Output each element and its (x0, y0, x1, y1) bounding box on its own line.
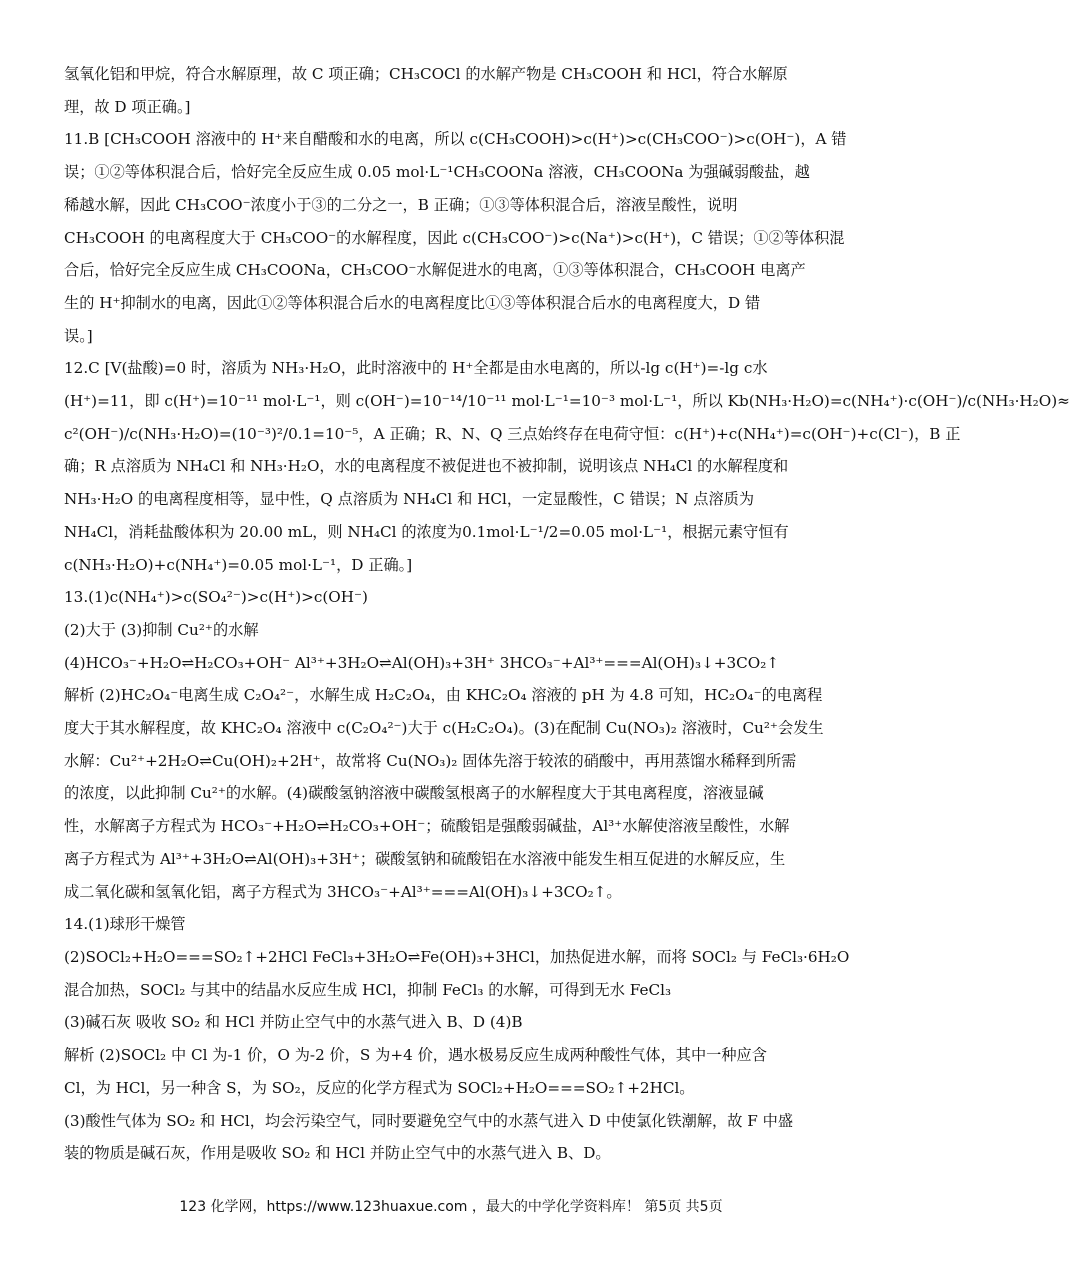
text-line: 度大于其水解程度，故 KHC₂O₄ 溶液中 c(C₂O₄²⁻)大于 c(H₂C₂O₄)。(3)在配制 Cu(NO₃)₂ 溶液时，Cu²⁺会发生 (64, 719, 824, 738)
text-line: 性，水解离子方程式为 HCO₃⁻+H₂O⇌H₂CO₃+OH⁻；硫酸铝是强酸弱碱盐，Al³⁺水解使溶液呈酸性，水解 (64, 817, 790, 836)
text-line: 11.B [CH₃COOH 溶液中的 H⁺来自醋酸和水的电离，所以 c(CH₃COOH)>c(H⁺)>c(CH₃COO⁻)>c(OH⁻)，A 错 (64, 130, 847, 149)
text-line: 误；①②等体积混合后，恰好完全反应生成 0.05 mol·L⁻¹CH₃COONa 溶液，CH₃COONa 为强碱弱酸盐，越 (64, 163, 810, 182)
text-line: 生的 H⁺抑制水的电离，因此①②等体积混合后水的电离程度比①③等体积混合后水的电离程度大，D 错 (64, 293, 761, 312)
page-footer: 123 化学网，https://www.123huaxue.com ，最大的中学化学资料库！ 第5页 共5页 (179, 1199, 723, 1215)
text-line: (4)HCO₃⁻+H₂O⇌H₂CO₃+OH⁻ Al³⁺+3H₂O⇌Al(OH)₃+3H⁺ 3HCO₃⁻+Al³⁺===Al(OH)₃↓+3CO₂↑ (64, 653, 780, 672)
text-line: 离子方程式为 Al³⁺+3H₂O⇌Al(OH)₃+3H⁺；碳酸氢钠和硫酸铝在水溶液中能发生相互促进的水解反应，生 (64, 849, 786, 868)
text-line: (3)碱石灰 吸收 SO₂ 和 HCl 并防止空气中的水蒸气进入 B、D (4)B (64, 1013, 523, 1032)
text-line: 的浓度，以此抑制 Cu²⁺的水解。(4)碳酸氢钠溶液中碳酸氢根离子的水解程度大于其电离程度，溶液显碱 (64, 784, 764, 803)
text-line: CH₃COOH 的电离程度大于 CH₃COO⁻的水解程度，因此 c(CH₃COO⁻)>c(Na⁺)>c(H⁺)，C 错误；①②等体积混 (64, 228, 845, 247)
text-line: (2)SOCl₂+H₂O===SO₂↑+2HCl FeCl₃+3H₂O⇌Fe(OH)₃+3HCl，加热促进水解，而将 SOCl₂ 与 FeCl₃·6H₂O (64, 947, 850, 966)
text-line: 成二氧化碳和氢氧化铝，离子方程式为 3HCO₃⁻+Al³⁺===Al(OH)₃↓+3CO₂↑。 (64, 882, 622, 901)
text-line: (2)大于 (3)抑制 Cu²⁺的水解 (64, 620, 259, 639)
text-line: (H⁺)=11，即 c(H⁺)=10⁻¹¹ mol·L⁻¹，则 c(OH⁻)=10⁻¹⁴/10⁻¹¹ mol·L⁻¹=10⁻³ mol·L⁻¹，所以 Kb(NH₃·H₂O)=c(NH₄⁺)·c(OH⁻)/c(NH₃·H₂O)≈ (64, 392, 1070, 411)
text-line: 理，故 D 项正确。] (64, 97, 191, 116)
text-line: (3)酸性气体为 SO₂ 和 HCl，均会污染空气，同时要避免空气中的水蒸气进入 D 中使氯化铁潮解，故 F 中盛 (64, 1111, 793, 1130)
text-line: 误。] (64, 326, 93, 345)
text-line: 稀越水解，因此 CH₃COO⁻浓度小于③的二分之一，B 正确；①③等体积混合后，溶液呈酸性，说明 (64, 195, 738, 214)
text-line: 13.(1)c(NH₄⁺)>c(SO₄²⁻)>c(H⁺)>c(OH⁻) (64, 588, 368, 607)
text-line: 混合加热，SOCl₂ 与其中的结晶水反应生成 HCl，抑制 FeCl₃ 的水解，可得到无水 FeCl₃ (64, 980, 672, 999)
text-line: NH₄Cl，消耗盐酸体积为 20.00 mL，则 NH₄Cl 的浓度为0.1mol·L⁻¹/2=0.05 mol·L⁻¹，根据元素守恒有 (64, 522, 789, 541)
text-line: 14.(1)球形干燥管 (64, 915, 186, 934)
text-line: 水解：Cu²⁺+2H₂O⇌Cu(OH)₂+2H⁺，故常将 Cu(NO₃)₂ 固体先溶于较浓的硝酸中，再用蒸馏水稀释到所需 (64, 751, 797, 770)
text-line: 氢氧化铝和甲烷，符合水解原理，故 C 项正确；CH₃COCl 的水解产物是 CH₃COOH 和 HCl，符合水解原 (64, 65, 788, 83)
text-line: c(NH₃·H₂O)+c(NH₄⁺)=0.05 mol·L⁻¹，D 正确。] (64, 555, 413, 574)
text-line: 解析 (2)SOCl₂ 中 Cl 为-1 价，O 为-2 价，S 为+4 价，遇水极易反应生成两种酸性气体，其中一种应含 (64, 1046, 767, 1065)
text-line: 12.C [V(盐酸)=0 时，溶质为 NH₃·H₂O，此时溶液中的 H⁺全都是由水电离的，所以-lg c(H⁺)=-lg c水 (64, 359, 768, 378)
text-line: 合后，恰好完全反应生成 CH₃COONa，CH₃COO⁻水解促进水的电离，①③等体积混合，CH₃COOH 电离产 (64, 261, 806, 280)
text-line: 确；R 点溶质为 NH₄Cl 和 NH₃·H₂O，水的电离程度不被促进也不被抑制，说明该点 NH₄Cl 的水解程度和 (64, 457, 789, 476)
text-line: c²(OH⁻)/c(NH₃·H₂O)=(10⁻³)²/0.1=10⁻⁵，A 正确；R、N、Q 三点始终存在电荷守恒：c(H⁺)+c(NH₄⁺)=c(OH⁻)+c(Cl⁻)，B 正 (64, 424, 961, 443)
text-line: 装的物质是碱石灰，作用是吸收 SO₂ 和 HCl 并防止空气中的水蒸气进入 B、D。 (64, 1144, 611, 1163)
text-line: 解析 (2)HC₂O₄⁻电离生成 C₂O₄²⁻，水解生成 H₂C₂O₄，由 KHC₂O₄ 溶液的 pH 为 4.8 可知，HC₂O₄⁻的电离程 (64, 686, 823, 705)
document-body (64, 58, 1070, 1170)
text-line: Cl，为 HCl，另一种含 S，为 SO₂，反应的化学方程式为 SOCl₂+H₂O===SO₂↑+2HCl。 (64, 1078, 695, 1097)
text-line: NH₃·H₂O 的电离程度相等，显中性，Q 点溶质为 NH₄Cl 和 HCl，一定显酸性，C 错误；N 点溶质为 (64, 490, 755, 509)
